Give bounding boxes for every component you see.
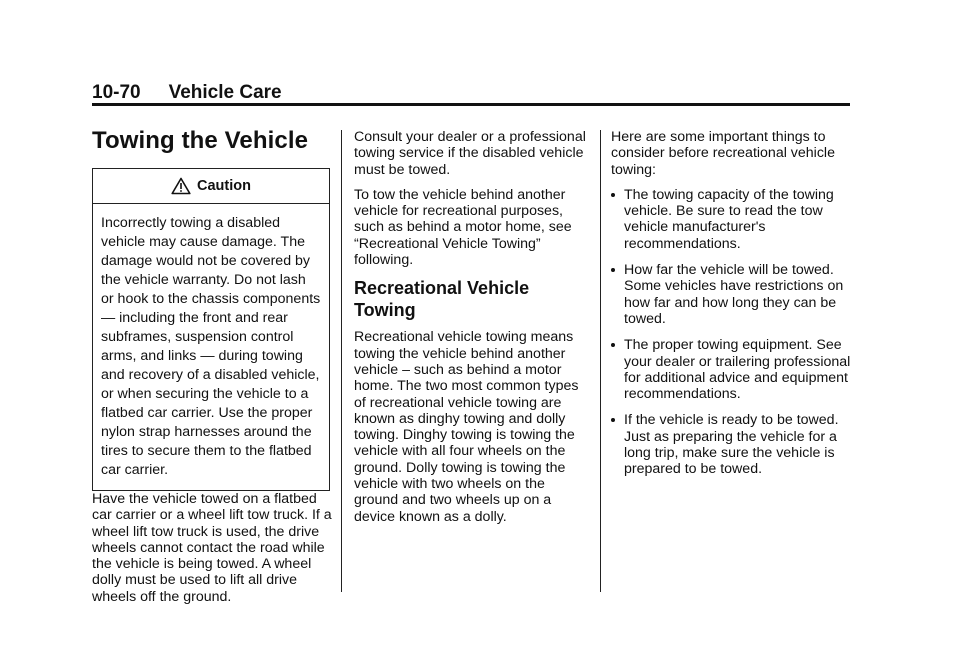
list-item	[611, 187, 853, 252]
caution-box	[92, 168, 330, 491]
list-item-text: How far the vehicle will be towed. Some vehicles have restrictions on how far and how long they can be towed.	[624, 262, 844, 327]
column-2	[354, 129, 592, 534]
section-title: Vehicle Care	[168, 82, 282, 103]
considerations-list	[611, 187, 853, 478]
intro-paragraph: Here are some important things to consider before recreational vehicle towing:	[611, 129, 835, 178]
list-item-text: The towing capacity of the towing vehicle. Be sure to read the tow vehicle manufacturer's recommendations.	[624, 186, 834, 252]
column-divider	[341, 130, 342, 592]
header-rule	[92, 103, 850, 106]
consult-paragraph: Consult your dealer or a professional towing service if the disabled vehicle must be towed.	[354, 129, 586, 178]
column-divider	[600, 130, 601, 592]
column-1	[92, 124, 332, 614]
list-item	[611, 262, 853, 327]
warning-triangle-icon	[171, 177, 191, 195]
list-item	[611, 337, 853, 402]
page-title: Towing the Vehicle	[92, 127, 309, 154]
page-number: 10-70	[92, 82, 141, 103]
bullet-icon	[611, 268, 615, 272]
recreational-reference-paragraph: To tow the vehicle behind another vehicle for recreational purposes, such as behind a motor home, see “Recreational Vehicle Towing” following.	[354, 186, 572, 269]
list-item	[611, 412, 853, 477]
caution-label: Caution	[197, 177, 251, 194]
section-heading: Recreational Vehicle Towing	[354, 278, 530, 321]
recreational-paragraph: Recreational vehicle towing means towing the vehicle behind another vehicle – such as behind a motor home. The two most common types of recreational vehicle towing are known as dinghy towing and dolly towing. Dinghy towing is towing the vehicle with all four wheels on the ground. Dolly towing is towing the vehicle with two wheels on the ground and two wheels up on a device known as a dolly.	[354, 329, 579, 525]
caution-text: Incorrectly towing a disabled vehicle may cause damage. The damage would not be covered by the vehicle warranty. Do not lash or hook to the chassis components — including the front and rear subframes, suspension control arms, and links — during towing and recovery of a disabled vehicle, or when securing the vehicle to a flatbed car carrier. Use the proper nylon strap harnesses around the tires to secure them to the flatbed car carrier.	[101, 215, 321, 478]
list-item-text: If the vehicle is ready to be towed. Just as preparing the vehicle for a long trip, make sure the vehicle is prepared to be towed.	[624, 412, 839, 478]
bullet-icon	[611, 343, 615, 347]
column-3	[611, 129, 853, 488]
caution-header	[93, 169, 329, 204]
bullet-icon	[611, 418, 615, 422]
towing-paragraph: Have the vehicle towed on a flatbed car carrier or a wheel lift tow truck. If a wheel lift tow truck is used, the drive wheels cannot contact the road while the vehicle is being towed. A wheel dolly must be used to lift all drive wheels off the ground.	[92, 491, 332, 605]
bullet-icon	[611, 193, 615, 197]
list-item-text: The proper towing equipment. See your dealer or trailering professional for additional advice and equipment recommendations.	[624, 337, 851, 403]
page-header	[92, 82, 850, 104]
